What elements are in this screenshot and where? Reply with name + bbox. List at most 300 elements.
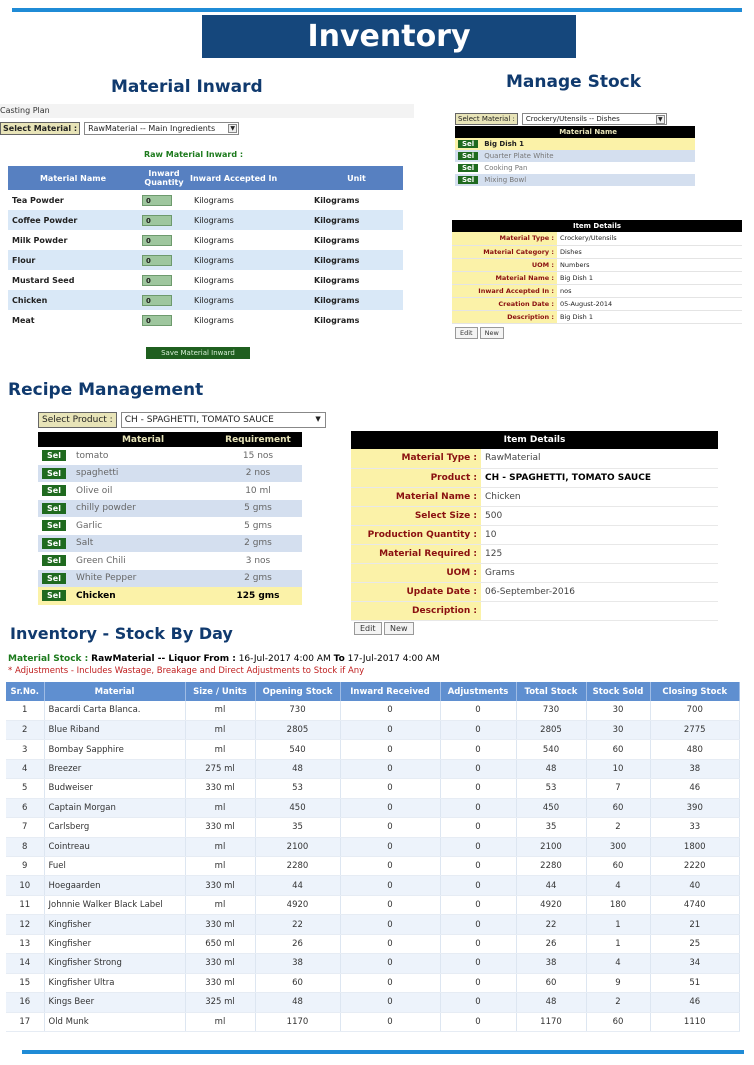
sr-no: 5 — [6, 779, 44, 798]
stock-by-day-heading: Inventory - Stock By Day — [10, 624, 233, 643]
opening-stock: 48 — [255, 759, 340, 778]
casting-plan-bar: Casting Plan — [0, 104, 414, 118]
unit: Kilograms — [314, 315, 360, 325]
stock-sold: 1 — [586, 934, 650, 953]
table-row[interactable] — [38, 570, 302, 588]
detail-value: 500 — [481, 506, 718, 525]
opening-stock: 1170 — [255, 1012, 340, 1031]
table-row — [6, 720, 740, 739]
sr-no: 17 — [6, 1012, 44, 1031]
recipe-select-row — [38, 412, 326, 428]
material-select-value: RawMaterial -- Main Ingredients — [88, 124, 216, 133]
to-date: 17-Jul-2017 4:00 AM — [347, 654, 440, 664]
detail-label: UOM : — [351, 563, 481, 582]
recipe-material: White Pepper — [72, 570, 214, 588]
detail-label: Description : — [452, 310, 557, 323]
to-label: To — [333, 654, 345, 664]
page-title: Inventory Management — [202, 15, 576, 58]
material-name: Blue Riband — [44, 720, 185, 739]
manage-stock-table — [455, 126, 695, 186]
table-row[interactable] — [38, 465, 302, 483]
detail-label: Product : — [351, 468, 481, 487]
column-header: Opening Stock — [255, 682, 340, 701]
stock-sold: 60 — [586, 740, 650, 759]
column-header: Closing Stock — [650, 682, 740, 701]
table-row — [8, 270, 403, 290]
inward-received: 0 — [340, 779, 440, 798]
manage-stock-select-row — [455, 113, 667, 125]
adjustments: 0 — [440, 818, 516, 837]
opening-stock: 53 — [255, 779, 340, 798]
detail-value: Chicken — [481, 487, 718, 506]
sr-no: 8 — [6, 837, 44, 856]
table-row — [6, 798, 740, 817]
detail-value: 10 — [481, 525, 718, 544]
accepted-unit: Kilograms — [190, 210, 310, 230]
opening-stock: 38 — [255, 954, 340, 973]
detail-label: UOM : — [452, 258, 557, 271]
recipe-material: Olive oil — [76, 485, 113, 496]
sr-no: 13 — [6, 934, 44, 953]
size-units: 330 ml — [185, 818, 255, 837]
material-name: Bacardi Carta Blanca. — [44, 701, 185, 720]
table-row — [8, 190, 403, 210]
adjustments: 0 — [440, 779, 516, 798]
inward-received: 0 — [340, 973, 440, 992]
opening-stock: 4920 — [255, 895, 340, 914]
adjustments: 0 — [440, 759, 516, 778]
stock-sold: 2 — [586, 818, 650, 837]
closing-stock: 46 — [650, 779, 740, 798]
inward-received: 0 — [340, 837, 440, 856]
total-stock: 44 — [516, 876, 586, 895]
adjustments: 0 — [440, 895, 516, 914]
sel-button[interactable]: Sel — [458, 140, 478, 148]
total-stock: 60 — [516, 973, 586, 992]
column-header: Material — [44, 682, 185, 701]
stock-material-select-value: Crockery/Utensils -- Dishes — [525, 115, 620, 123]
column-header: Inward Accepted In — [190, 166, 310, 190]
closing-stock: 38 — [650, 759, 740, 778]
table-row — [6, 954, 740, 973]
sel-button[interactable]: Sel — [42, 503, 66, 514]
closing-stock: 40 — [650, 876, 740, 895]
accepted-unit: Kilograms — [194, 235, 234, 245]
column-header: Material — [72, 432, 214, 447]
sel-button[interactable]: Sel — [42, 590, 66, 601]
save-material-inward-button[interactable]: Save Material Inward — [146, 347, 250, 359]
inward-received: 0 — [340, 798, 440, 817]
opening-stock: 48 — [255, 993, 340, 1012]
opening-stock: 35 — [255, 818, 340, 837]
select-product-label: Select Product : — [38, 412, 117, 428]
adjustments: 0 — [440, 993, 516, 1012]
material-name: Meat — [12, 315, 35, 325]
adjustments: 0 — [440, 798, 516, 817]
edit-button[interactable]: Edit — [354, 622, 382, 635]
total-stock: 48 — [516, 759, 586, 778]
recipe-buttons — [354, 622, 414, 635]
material-name: Mustard Seed — [12, 275, 75, 285]
detail-label: Material Category : — [452, 245, 557, 258]
inward-received: 0 — [340, 701, 440, 720]
table-row — [8, 310, 403, 330]
adjustments-note: * Adjustments - Includes Wastage, Breakage and Direct Adjustments to Stock if Any — [8, 666, 365, 676]
sel-button[interactable]: Sel — [42, 468, 66, 479]
table-row — [6, 759, 740, 778]
table-row — [8, 230, 403, 250]
detail-label: Material Type : — [351, 449, 481, 468]
total-stock: 540 — [516, 740, 586, 759]
from-label: From : — [203, 654, 236, 664]
stock-sold: 60 — [586, 1012, 650, 1031]
recipe-material: Green Chili — [76, 555, 126, 566]
quantity-input[interactable]: 0 — [142, 315, 172, 326]
material-select[interactable] — [84, 122, 239, 135]
detail-value: 05-August-2014 — [557, 297, 742, 310]
inward-received: 0 — [340, 954, 440, 973]
table-row[interactable] — [38, 517, 302, 535]
table-row — [6, 934, 740, 953]
closing-stock: 51 — [650, 973, 740, 992]
size-units: ml — [185, 837, 255, 856]
detail-value: Grams — [481, 563, 718, 582]
detail-value: Big Dish 1 — [557, 271, 742, 284]
sr-no: 15 — [6, 973, 44, 992]
inward-received: 0 — [340, 740, 440, 759]
size-units: 330 ml — [185, 876, 255, 895]
select-material-label: Select Material : — [455, 113, 518, 125]
chevron-down-icon[interactable]: ▼ — [656, 115, 665, 124]
sel-button[interactable]: Sel — [42, 485, 66, 496]
inward-received: 0 — [340, 1012, 440, 1031]
detail-label: Production Quantity : — [351, 525, 481, 544]
table-row[interactable] — [38, 447, 302, 465]
recipe-material: Garlic — [76, 520, 103, 531]
recipe-requirement: 2 gms — [214, 570, 302, 588]
unit: Kilograms — [314, 275, 360, 285]
stock-sold: 30 — [586, 701, 650, 720]
material-name: Quarter Plate White — [481, 150, 695, 162]
column-header: Sr.No. — [6, 682, 44, 701]
inward-received: 0 — [340, 857, 440, 876]
table-row — [6, 740, 740, 759]
table-row — [6, 915, 740, 934]
table-row-selected[interactable] — [38, 587, 302, 605]
material-name: Coffee Powder — [8, 210, 138, 230]
sel-button[interactable]: Sel — [42, 520, 66, 531]
opening-stock: 450 — [255, 798, 340, 817]
opening-stock: 730 — [255, 701, 340, 720]
sr-no: 16 — [6, 993, 44, 1012]
table-row — [8, 290, 403, 310]
table-row — [6, 818, 740, 837]
column-header: Material Name — [8, 166, 138, 190]
detail-label: Update Date : — [351, 582, 481, 601]
table-row[interactable] — [455, 162, 695, 174]
total-stock: 1170 — [516, 1012, 586, 1031]
item-details-title: Item Details — [351, 431, 718, 449]
sr-no: 4 — [6, 759, 44, 778]
sel-button[interactable]: Sel — [458, 152, 478, 160]
inward-received: 0 — [340, 759, 440, 778]
size-units: 330 ml — [185, 973, 255, 992]
quantity-input[interactable]: 0 — [142, 195, 172, 206]
material-name: Flour — [8, 250, 138, 270]
material-stock-value: RawMaterial -- Liquor — [91, 654, 201, 664]
table-row[interactable] — [455, 174, 695, 186]
new-button[interactable]: New — [480, 327, 504, 339]
inward-received: 0 — [340, 818, 440, 837]
closing-stock: 480 — [650, 740, 740, 759]
total-stock: 35 — [516, 818, 586, 837]
table-row — [6, 973, 740, 992]
adjustments: 0 — [440, 701, 516, 720]
material-stock-label: Material Stock : — [8, 654, 89, 664]
sel-button[interactable]: Sel — [42, 555, 66, 566]
sr-no: 12 — [6, 915, 44, 934]
item-details-title: Item Details — [452, 220, 742, 232]
column-header: Unit — [310, 166, 403, 190]
column-header: Inward Quantity — [138, 166, 190, 190]
unit: Kilograms — [314, 195, 360, 205]
quantity-input[interactable]: 0 — [142, 275, 172, 286]
stock-sold: 60 — [586, 857, 650, 876]
table-row[interactable] — [38, 500, 302, 518]
product-select[interactable] — [121, 412, 326, 428]
sr-no: 10 — [6, 876, 44, 895]
table-row[interactable] — [455, 150, 695, 162]
detail-label: Description : — [351, 601, 481, 620]
size-units: ml — [185, 720, 255, 739]
stock-sold: 1 — [586, 915, 650, 934]
total-stock: 730 — [516, 701, 586, 720]
opening-stock: 540 — [255, 740, 340, 759]
total-stock: 2805 — [516, 720, 586, 739]
opening-stock: 60 — [255, 973, 340, 992]
sr-no: 9 — [6, 857, 44, 876]
material-name: Old Munk — [44, 1012, 185, 1031]
table-row[interactable] — [38, 552, 302, 570]
inward-received: 0 — [340, 720, 440, 739]
closing-stock: 21 — [650, 915, 740, 934]
opening-stock: 26 — [255, 934, 340, 953]
chevron-down-icon[interactable]: ▼ — [228, 124, 237, 133]
material-name: Cointreau — [44, 837, 185, 856]
sel-button[interactable]: Sel — [42, 450, 66, 461]
sr-no: 3 — [6, 740, 44, 759]
closing-stock: 25 — [650, 934, 740, 953]
adjustments: 0 — [440, 1012, 516, 1031]
detail-value: Dishes — [557, 245, 742, 258]
sr-no: 6 — [6, 798, 44, 817]
material-name: Chicken — [8, 290, 138, 310]
table-row — [6, 876, 740, 895]
table-row — [8, 250, 403, 270]
adjustments: 0 — [440, 954, 516, 973]
table-row — [6, 895, 740, 914]
detail-value: Numbers — [557, 258, 742, 271]
table-row[interactable] — [38, 482, 302, 500]
material-name: Milk Powder — [12, 235, 68, 245]
size-units: ml — [185, 798, 255, 817]
detail-value: 125 — [481, 544, 718, 563]
column-header: Total Stock — [516, 682, 586, 701]
closing-stock: 34 — [650, 954, 740, 973]
column-header: Size / Units — [185, 682, 255, 701]
detail-label: Material Name : — [351, 487, 481, 506]
opening-stock: 2280 — [255, 857, 340, 876]
accepted-unit: Kilograms — [194, 275, 234, 285]
size-units: 330 ml — [185, 915, 255, 934]
stock-material-select[interactable] — [522, 113, 667, 125]
select-material-label: Select Material : — [0, 122, 80, 135]
accepted-unit: Kilograms — [190, 290, 310, 310]
material-name: Fuel — [44, 857, 185, 876]
quantity-input[interactable]: 0 — [142, 235, 172, 246]
detail-value: RawMaterial — [481, 449, 718, 468]
recipe-requirement: 3 nos — [245, 555, 271, 566]
material-name: Kingfisher Ultra — [44, 973, 185, 992]
material-name: Budweiser — [44, 779, 185, 798]
new-button[interactable]: New — [384, 622, 413, 635]
manage-stock-heading: Manage Stock — [506, 72, 642, 92]
sr-no: 14 — [6, 954, 44, 973]
total-stock: 450 — [516, 798, 586, 817]
adjustments: 0 — [440, 720, 516, 739]
closing-stock: 1110 — [650, 1012, 740, 1031]
detail-label: Material Name : — [452, 271, 557, 284]
stock-filter-line — [8, 654, 440, 664]
material-name: Kingfisher — [44, 915, 185, 934]
total-stock: 48 — [516, 993, 586, 1012]
stock-sold: 60 — [586, 798, 650, 817]
detail-label: Material Required : — [351, 544, 481, 563]
detail-value: Big Dish 1 — [557, 310, 742, 323]
sr-no: 7 — [6, 818, 44, 837]
stock-sold: 4 — [586, 876, 650, 895]
column-header: Inward Received — [340, 682, 440, 701]
table-row — [6, 993, 740, 1012]
total-stock: 38 — [516, 954, 586, 973]
quantity-input[interactable]: 0 — [142, 215, 172, 226]
stock-sold: 30 — [586, 720, 650, 739]
product-select-value: CH - SPAGHETTI, TOMATO SAUCE — [124, 415, 274, 425]
size-units: ml — [185, 701, 255, 720]
material-name: Hoegaarden — [44, 876, 185, 895]
chevron-down-icon[interactable]: ▼ — [315, 415, 321, 423]
recipe-material: spaghetti — [72, 465, 214, 483]
unit: Kilograms — [310, 210, 403, 230]
stock-item-details — [452, 220, 742, 339]
inward-received: 0 — [340, 934, 440, 953]
size-units: 330 ml — [185, 954, 255, 973]
unit: Kilograms — [314, 235, 360, 245]
closing-stock: 1800 — [650, 837, 740, 856]
sel-button[interactable]: Sel — [42, 538, 66, 549]
table-row — [6, 857, 740, 876]
from-date: 16-Jul-2017 4:00 AM — [238, 654, 331, 664]
material-name: Mixing Bowl — [481, 174, 695, 186]
sel-button[interactable]: Sel — [42, 573, 66, 584]
material-name: Kingfisher — [44, 934, 185, 953]
table-row — [6, 1012, 740, 1031]
closing-stock: 4740 — [650, 895, 740, 914]
total-stock: 26 — [516, 934, 586, 953]
inward-received: 0 — [340, 915, 440, 934]
edit-button[interactable]: Edit — [455, 327, 478, 339]
closing-stock: 700 — [650, 701, 740, 720]
material-select-row — [0, 122, 239, 135]
inward-received: 0 — [340, 876, 440, 895]
recipe-material: chilly powder — [72, 500, 214, 518]
size-units: ml — [185, 1012, 255, 1031]
recipe-material: Chicken — [72, 587, 214, 605]
size-units: 275 ml — [185, 759, 255, 778]
material-name: Kingfisher Strong — [44, 954, 185, 973]
table-row — [6, 837, 740, 856]
material-inward-panel — [0, 100, 420, 400]
material-inward-table — [8, 166, 403, 330]
table-row — [6, 779, 740, 798]
material-name: Tea Powder — [12, 195, 64, 205]
stock-sold: 2 — [586, 993, 650, 1012]
material-inward-heading: Material Inward — [111, 77, 263, 97]
column-header: Stock Sold — [586, 682, 650, 701]
accepted-unit: Kilograms — [194, 315, 234, 325]
detail-value: Crockery/Utensils — [557, 232, 742, 245]
sel-button[interactable]: Sel — [458, 176, 478, 184]
size-units: 325 ml — [185, 993, 255, 1012]
sr-no: 2 — [6, 720, 44, 739]
unit: Kilograms — [310, 250, 403, 270]
stock-sold: 4 — [586, 954, 650, 973]
recipe-table — [38, 432, 302, 605]
bottom-divider — [22, 1050, 744, 1054]
recipe-requirement: 2 nos — [214, 465, 302, 483]
recipe-management-heading: Recipe Management — [8, 380, 204, 400]
total-stock: 2100 — [516, 837, 586, 856]
recipe-requirement: 2 gms — [214, 535, 302, 553]
material-name: Captain Morgan — [44, 798, 185, 817]
recipe-material: tomato — [76, 450, 109, 461]
opening-stock: 22 — [255, 915, 340, 934]
detail-value: CH - SPAGHETTI, TOMATO SAUCE — [481, 468, 718, 487]
adjustments: 0 — [440, 973, 516, 992]
material-name: Breezer — [44, 759, 185, 778]
stock-sold: 7 — [586, 779, 650, 798]
quantity-input[interactable]: 0 — [142, 255, 172, 266]
table-row[interactable] — [455, 138, 695, 150]
raw-material-inward-subtitle: Raw Material Inward : — [144, 150, 244, 159]
recipe-material: Salt — [72, 535, 214, 553]
inward-received: 0 — [340, 895, 440, 914]
quantity-input[interactable]: 0 — [142, 295, 172, 306]
unit: Kilograms — [310, 290, 403, 310]
table-row[interactable] — [38, 535, 302, 553]
detail-value: nos — [557, 284, 742, 297]
adjustments: 0 — [440, 837, 516, 856]
accepted-unit: Kilograms — [190, 250, 310, 270]
sel-button[interactable]: Sel — [458, 164, 478, 172]
material-name: Bombay Sapphire — [44, 740, 185, 759]
sr-no: 1 — [6, 701, 44, 720]
size-units: ml — [185, 895, 255, 914]
size-units: 650 ml — [185, 934, 255, 953]
total-stock: 2280 — [516, 857, 586, 876]
column-header: Requirement — [214, 432, 302, 447]
adjustments: 0 — [440, 876, 516, 895]
